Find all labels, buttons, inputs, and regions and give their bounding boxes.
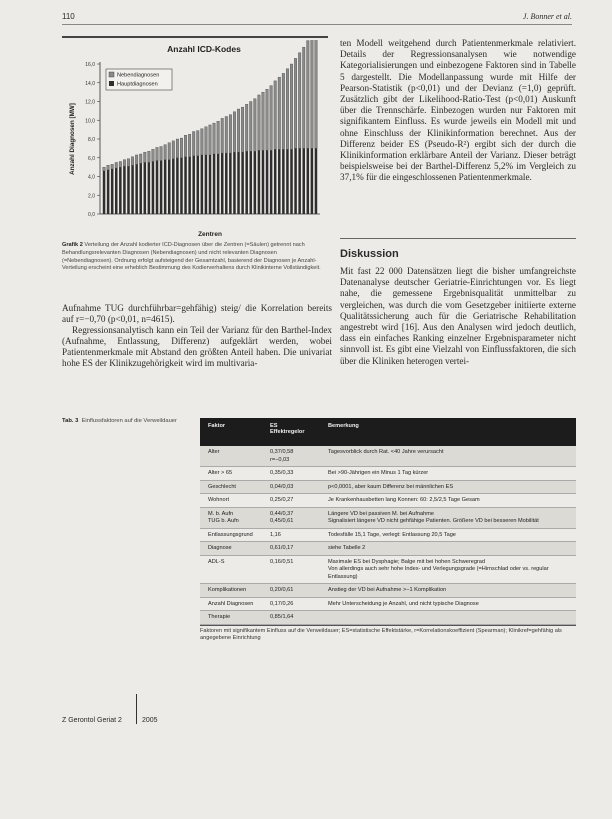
table-cell: Therapie <box>208 614 231 620</box>
bar-hauptdiagnosen <box>107 170 110 214</box>
table-cell: 0,37/0,58 r=−0,03 <box>270 449 294 463</box>
bar-hauptdiagnosen <box>217 154 220 214</box>
bar-hauptdiagnosen <box>249 151 252 214</box>
table-cell: Alter > 65 <box>208 470 233 476</box>
left-paragraph-2: Regressionsanalytisch kann ein Teil der Varianz für den Barthel-Index (Aufnahme, Entlassung, Differenz) aufgeklärt werden, wobei Patientenmerkmale mit Abstand den größten Anteil haben. Die univariat hohe ES der Klinikzugehörigkeit wird im multivaria- <box>62 325 332 369</box>
bar-hauptdiagnosen <box>197 156 200 214</box>
bar-nebendiagnosen <box>160 147 163 161</box>
bar-hauptdiagnosen <box>172 159 175 214</box>
table-cell: ADL-S <box>208 558 225 565</box>
table-cell: M. b. Aufn TUG b. Aufn <box>208 510 239 524</box>
bar-hauptdiagnosen <box>294 148 297 214</box>
y-tick-label: 2,0 <box>88 193 95 200</box>
bar-chart <box>62 40 328 240</box>
bar-hauptdiagnosen <box>188 157 191 214</box>
bar-nebendiagnosen <box>229 115 232 153</box>
figure-caption-text: Verteilung der Anzahl kodierter ICD-Diagnosen über die Zentren (=Säulen) getrennt nach Behandlungsrelevanten Diagnosen (Nebendiagnosen) und nicht relevanten Diagnosen (=Nebendiagnosen). Ordnung erfolgt aufsteigend der Gesamtzahl, basierend der Diagnosen je Anzahl-Verteilung erscheint eine erheblich Bestimmung des Kodierverhaltens durch Klinikinterne Vollständigkeit. <box>62 242 321 272</box>
header-rule <box>62 24 572 25</box>
bar-hauptdiagnosen <box>302 148 305 214</box>
bar-nebendiagnosen <box>237 109 240 152</box>
table-row <box>200 556 576 585</box>
table-cell: 1,16 <box>270 531 281 538</box>
y-tick-label: 8,0 <box>88 137 95 143</box>
table-cell: Anstieg der VD bei Aufnahme >−1 Komplikation <box>328 587 447 593</box>
bar-hauptdiagnosen <box>115 168 118 214</box>
table-footnote: Faktoren mit signifikantem Einfluss auf die Verweildauer; ES=statistische Effektstärke, r=Korrelationskoeffizient (Spearman); Klinikref=gehfähig als angegebene Einrichtung <box>200 625 576 642</box>
y-tick-label: 10,0 <box>85 118 95 125</box>
bar-hauptdiagnosen <box>192 156 195 214</box>
bar-hauptdiagnosen <box>184 157 187 214</box>
bar-nebendiagnosen <box>152 149 155 161</box>
right-paragraph-1: ten Modell weitgehend durch Patientenmerkmale relativiert. Details der Regressionsanalysen wie notwendige Kategorialisierungen und einbezogene Faktoren sind in Tabelle 5 dargestellt. Die Modellanpassung wurde mit Hilfe der Pearson-Statistik (p<0,01) und der Devianz (=1,0) geprüft. Zusätzlich gibt der Likelihood-Ratio-Test (p<0,01) Auskunft über die Trennschärfe. Einbezogen wurden nur Faktoren mit signifikantem Einfluss. Es wurde jeweils ein Modell mit und ohne Einschluss der Klinikinformation berechnet. Aus der Differenz beider ES (Pseudo-R²) ergibt sich der durch die Klinikinformation erklärbare Anteil der Varianz. Dieser beträgt beispielsweise bei der Barthel-Differenz 5,2% im Vergleich zu 37,1% für die eingeschlossenen Patientenmerkmale. <box>340 38 576 183</box>
table-cell <box>328 611 576 624</box>
bar-hauptdiagnosen <box>233 152 236 214</box>
bar-nebendiagnosen <box>270 86 273 151</box>
table-row <box>200 611 576 625</box>
bar-hauptdiagnosen <box>135 164 138 214</box>
figure-top-rule <box>62 36 328 38</box>
y-tick-label: 16,0 <box>85 62 95 68</box>
bar-hauptdiagnosen <box>229 153 232 214</box>
table-cell: 0,85/1,64 <box>270 614 294 620</box>
figure-caption-label: Grafik 2 <box>62 242 83 248</box>
table-row <box>200 446 576 467</box>
bar-hauptdiagnosen <box>127 166 130 214</box>
bar-nebendiagnosen <box>156 147 159 160</box>
bar-nebendiagnosen <box>111 164 114 169</box>
bar-nebendiagnosen <box>188 134 191 157</box>
bar-hauptdiagnosen <box>225 153 228 214</box>
table-body <box>200 446 576 625</box>
bar-nebendiagnosen <box>233 112 236 152</box>
bar-hauptdiagnosen <box>290 149 293 214</box>
bar-hauptdiagnosen <box>286 149 289 214</box>
bar-hauptdiagnosen <box>176 158 179 214</box>
y-tick-label: 6,0 <box>88 155 95 162</box>
bar-nebendiagnosen <box>197 131 200 156</box>
bar-hauptdiagnosen <box>241 152 244 214</box>
left-paragraph-1: Aufnahme TUG durchführbar=gehfähig) steig/ die Korrelation bereits auf r=−0,70 (p<0,01, n=4615). <box>62 303 332 325</box>
table-cell: Diagnose <box>208 545 232 551</box>
bar-nebendiagnosen <box>311 40 314 148</box>
table-cell: Komplikationen <box>208 587 247 593</box>
table-row <box>200 494 576 508</box>
right-paragraph-2: Mit fast 22 000 Datensätzen liegt die bisher umfangreichste Datenanalyse deutscher Geriatrie-Einrichtungen vor. Es liegt nahe, die gemessene Ergebnisqualität unmittelbar zu vergleichen, was durch die vom Gesetzgeber initiierte externe Qualitätssicherung auch für die Geriatrische Rehabilitation angestrebt wird [16]. Aus den Analysen wird jedoch deutlich, dass ein einfaches Ranking einzelner Ergebnisparameter nicht sinnvoll ist. Es gibt eine Vielzahl von Einflussfaktoren, die sich über die Kliniken heterogen vertei- <box>340 266 576 366</box>
bar-hauptdiagnosen <box>270 150 273 214</box>
y-tick-label: 14,0 <box>85 80 95 87</box>
table-cell: Tagesvorblick durch Rat. <40 Jahre verursacht <box>328 449 444 455</box>
bar-nebendiagnosen <box>258 95 261 150</box>
bar-hauptdiagnosen <box>278 149 281 214</box>
bar-nebendiagnosen <box>201 129 204 155</box>
bar-hauptdiagnosen <box>205 155 208 214</box>
right-column-text-bottom <box>340 266 576 367</box>
bar-nebendiagnosen <box>241 107 244 152</box>
table-caption-label: Tab. 3 <box>62 418 79 424</box>
y-tick-label: 4,0 <box>88 174 95 181</box>
bar-hauptdiagnosen <box>144 162 147 214</box>
table-row <box>200 598 576 612</box>
table-cell: siehe Tabelle 2 <box>328 545 366 551</box>
table-cell: Anzahl Diagnosen <box>208 600 254 607</box>
bar-hauptdiagnosen <box>315 148 318 214</box>
x-axis-label: Zentren <box>198 231 222 238</box>
bar-nebendiagnosen <box>315 40 318 148</box>
journal-year: 2005 <box>142 717 158 724</box>
bar-hauptdiagnosen <box>266 150 269 214</box>
table-cell: Geschlecht <box>208 483 236 490</box>
table-cell: Wohnort <box>208 497 230 503</box>
bar-nebendiagnosen <box>225 117 228 154</box>
bar-nebendiagnosen <box>302 47 305 148</box>
bar-hauptdiagnosen <box>213 154 216 214</box>
table-cell: Maximale ES bei Dysphagie; Balge mit bei hohen Schweregrad Von allerdings auch sehr hohe Index- und Verlegungsgrade (=Hirnschlad oder vs. regular Entlassung) <box>328 558 549 580</box>
table-cell: 0,25/0,27 <box>270 497 294 503</box>
bar-nebendiagnosen <box>286 69 289 150</box>
bar-hauptdiagnosen <box>160 161 163 214</box>
bar-nebendiagnosen <box>192 132 195 156</box>
table-cell: Längere VD bei passiven M. bei Aufnahme Signalisiert längere VD nicht gehfähige Patienten. Größere VD bei besseren Mobilität <box>328 510 539 524</box>
bar-nebendiagnosen <box>298 53 301 149</box>
table-header <box>200 418 576 446</box>
bar-nebendiagnosen <box>164 145 167 160</box>
bar-nebendiagnosen <box>103 167 106 171</box>
bar-hauptdiagnosen <box>164 160 167 214</box>
table-row <box>200 481 576 495</box>
bar-nebendiagnosen <box>254 99 257 152</box>
legend-swatch-nebendiagnosen <box>109 72 114 77</box>
journal-name: Z Gerontol Geriat 2 <box>62 717 122 724</box>
bar-nebendiagnosen <box>107 165 110 170</box>
bar-hauptdiagnosen <box>148 162 151 214</box>
bar-hauptdiagnosen <box>282 149 285 214</box>
bar-hauptdiagnosen <box>209 155 212 214</box>
table-row <box>200 529 576 543</box>
table-cell: 0,04/0,03 <box>270 483 294 490</box>
table-row <box>200 508 576 529</box>
data-table <box>200 418 576 642</box>
bar-nebendiagnosen <box>249 102 252 152</box>
table-caption <box>62 418 182 426</box>
table-cell: Todesfälle 15,1 Tage, verlegt: Entlassung 20,5 Tage <box>328 531 456 538</box>
legend-label-hauptdiagnosen: Hauptdiagnosen <box>117 81 158 88</box>
bar-hauptdiagnosen <box>168 160 171 214</box>
bar-nebendiagnosen <box>245 104 248 151</box>
table-cell: 0,17/0,26 <box>270 600 294 607</box>
bar-nebendiagnosen <box>131 157 134 165</box>
table-cell: p<0,0001, aber kaum Differenz bei männlichen ES <box>328 483 454 490</box>
bar-nebendiagnosen <box>184 135 187 157</box>
bar-hauptdiagnosen <box>103 171 106 214</box>
table-cell: 0,20/0,61 <box>270 587 294 593</box>
bar-nebendiagnosen <box>307 41 310 149</box>
table-cell: Je Krankenhausbetten lang Konnen: 60: 2,5/2,5 Tage Gesam <box>328 497 480 503</box>
bar-nebendiagnosen <box>176 139 179 158</box>
bar-nebendiagnosen <box>209 125 212 155</box>
bar-hauptdiagnosen <box>111 169 114 214</box>
table-header-cell: ES Effektregelor <box>270 423 305 435</box>
bar-nebendiagnosen <box>123 160 126 167</box>
bar-hauptdiagnosen <box>298 148 301 214</box>
bar-hauptdiagnosen <box>311 148 314 214</box>
bar-nebendiagnosen <box>115 162 118 168</box>
bar-nebendiagnosen <box>274 81 277 149</box>
bar-nebendiagnosen <box>144 152 147 162</box>
table-cell: Alter <box>208 449 220 455</box>
bar-nebendiagnosen <box>282 73 285 149</box>
bar-nebendiagnosen <box>119 162 122 168</box>
bar-hauptdiagnosen <box>152 162 155 215</box>
bar-hauptdiagnosen <box>201 155 204 214</box>
page-number: 110 <box>62 12 75 21</box>
table-cell: Entlassungsgrund <box>208 531 253 538</box>
bar-hauptdiagnosen <box>139 163 142 214</box>
left-column-text <box>62 303 332 370</box>
table-cell: 0,16/0,51 <box>270 558 294 565</box>
bar-nebendiagnosen <box>139 154 142 163</box>
bar-hauptdiagnosen <box>156 161 159 214</box>
table-caption-text: Einflussfaktoren auf die Verweildauer <box>81 418 177 424</box>
bar-nebendiagnosen <box>278 77 281 149</box>
table-row <box>200 467 576 481</box>
bar-nebendiagnosen <box>221 118 224 153</box>
bar-nebendiagnosen <box>168 143 171 160</box>
bar-hauptdiagnosen <box>237 152 240 214</box>
bar-nebendiagnosen <box>135 155 138 164</box>
y-axis-label: Anzahl Diagnosen [MW] <box>69 103 76 175</box>
figure-caption <box>62 242 328 273</box>
table-cell: 0,35/0,33 <box>270 470 294 476</box>
bar-nebendiagnosen <box>180 138 183 158</box>
section-rule <box>340 238 576 239</box>
bar-hauptdiagnosen <box>274 149 277 214</box>
bar-hauptdiagnosen <box>307 148 310 214</box>
bar-nebendiagnosen <box>205 127 208 155</box>
chart-title: Anzahl ICD-Kodes <box>167 44 241 54</box>
bar-hauptdiagnosen <box>180 158 183 214</box>
bar-nebendiagnosen <box>172 141 175 159</box>
bar-nebendiagnosen <box>294 58 297 148</box>
bar-hauptdiagnosen <box>262 150 265 214</box>
bar-nebendiagnosen <box>127 159 130 167</box>
table-header-cell: Bemerkung <box>328 423 359 429</box>
bar-hauptdiagnosen <box>123 166 126 214</box>
bar-hauptdiagnosen <box>245 151 248 214</box>
y-tick-label: 12,0 <box>85 99 95 106</box>
bar-nebendiagnosen <box>290 64 293 149</box>
bar-nebendiagnosen <box>148 151 151 162</box>
table-header-cell: Faktor <box>208 423 226 429</box>
legend-swatch-hauptdiagnosen <box>109 81 114 86</box>
bar-hauptdiagnosen <box>131 165 134 214</box>
footer-divider <box>136 694 137 724</box>
bar-hauptdiagnosen <box>119 167 122 214</box>
table-cell: Mehr Unterscheidung je Anzahl, und nicht typische Diagnose <box>328 600 479 607</box>
legend-label-nebendiagnosen: Nebendiagnosen <box>117 72 160 79</box>
bar-nebendiagnosen <box>266 89 269 150</box>
bar-hauptdiagnosen <box>258 150 261 214</box>
bar-nebendiagnosen <box>213 123 216 154</box>
bar-nebendiagnosen <box>262 92 265 150</box>
y-tick-label: 0,0 <box>88 212 95 218</box>
table-cell: Bei >90-Jährigen ein Minus 1 Tag kürzer <box>328 470 429 476</box>
right-column-text-top <box>340 38 576 184</box>
bar-hauptdiagnosen <box>254 151 257 214</box>
table-row <box>200 584 576 598</box>
bar-nebendiagnosen <box>217 121 220 154</box>
table-cell: 0,61/0,17 <box>270 545 294 551</box>
section-title: Diskussion <box>340 248 399 260</box>
bar-hauptdiagnosen <box>221 153 224 214</box>
table-row <box>200 542 576 556</box>
table-cell: 0,44/0,37 0,45/0,61 <box>270 510 294 524</box>
running-header-authors: J. Bonner et al. <box>522 12 572 21</box>
